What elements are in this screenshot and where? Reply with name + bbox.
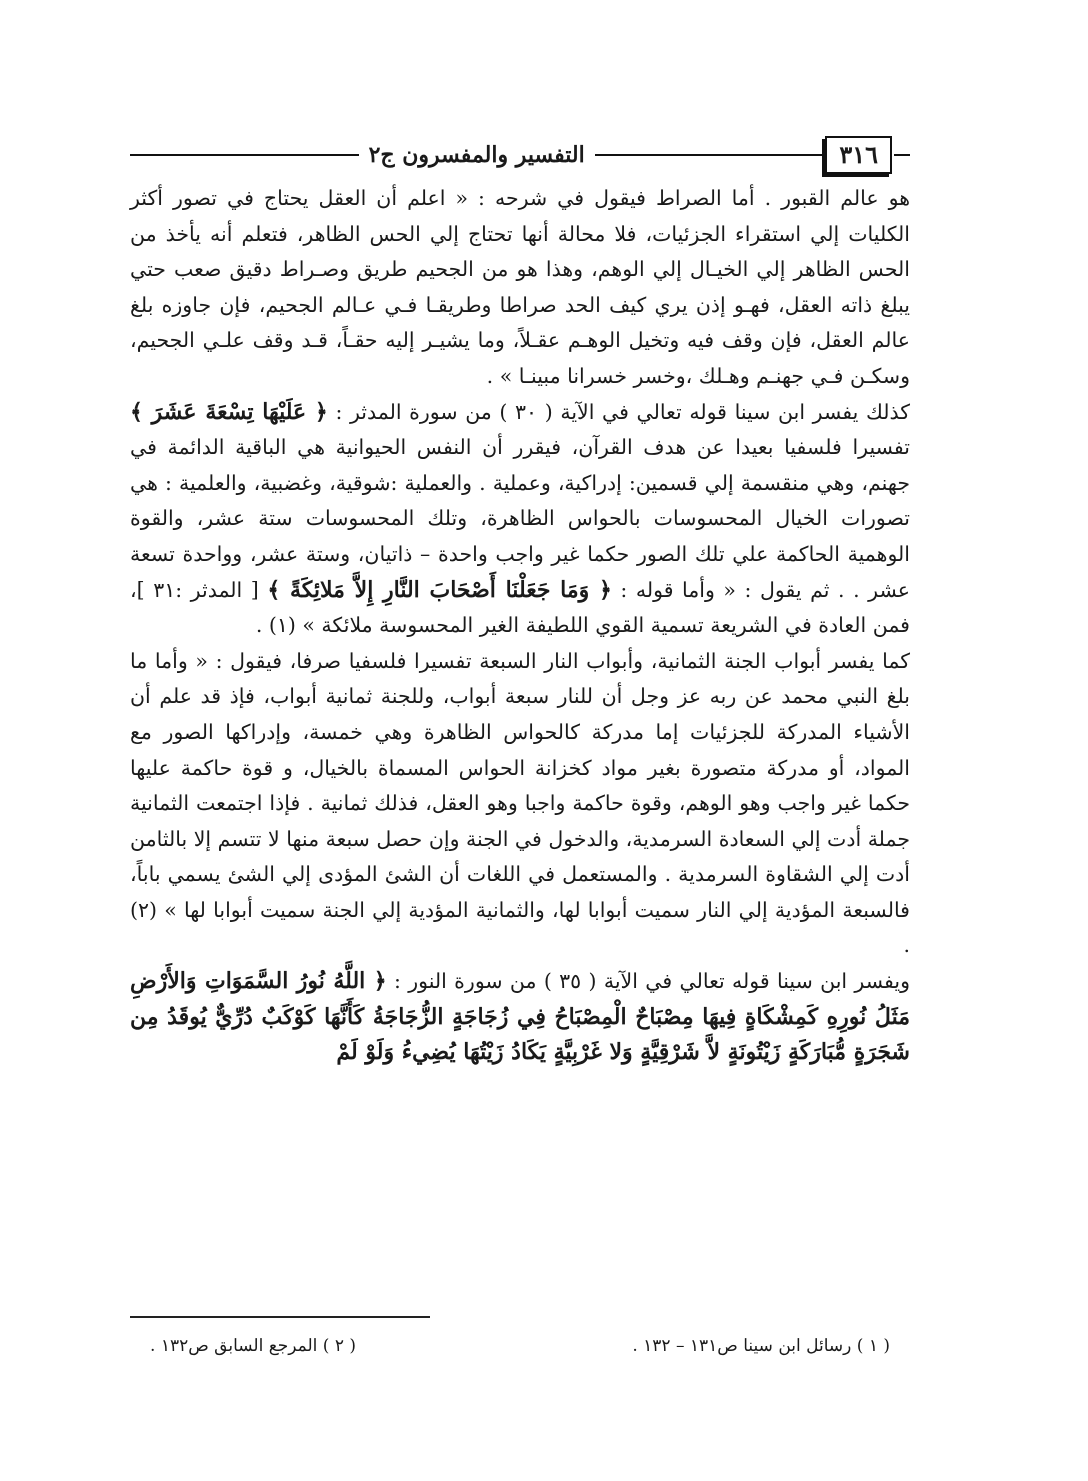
paragraph: [130, 644, 910, 964]
paragraph-text: تفسيرا فلسفيا بعيدا عن هدف القرآن، فيقرر أن النفس الحيوانية هي الباقية الدائمة في جهنم، وهي منقسمة إلي قسمين: إدراكية، وعملية . والعملية :شوقية، وغضبية، والعلمية : هي تصورات الخيال المحسوسات بالحواس الظاهرة، وتلك المحسوسات ستة عشر، والقوة الوهمية الحاكمة علي تلك الصور حكما غير واجب واحدة – ذاتيان، وستة عشر، وواحدة تسعة عشر . . ثم يقول : « وأما قوله :: [130, 435, 911, 602]
footnote-1: ( ١ ) رسائل ابن سينا ص١٣١ – ١٣٢ .: [632, 1336, 890, 1356]
paragraph-text: كما يفسر أبواب الجنة الثمانية، وأبواب النار السبعة تفسيرا فلسفيا صرفا، فيقول : « وأما ما بلغ النبي محمد عن ربه عز وجل أن للنار سبعة أبواب، وللجنة ثمانية أبواب، فإذ قد علم أن الأشياء المدركة للجزئيات إما مدركة كالحواس الظاهرة وهي خمسة، وإدراكها الصور مع المواد، أو مدركة متصورة بغير مواد كخزانة الحواس المسماة بالخيال، و قوة حاكمة عليها حكما غير واجب وهو الوهم، وقوة حاكمة واجبا وهو العقل، فذلك ثمانية . فإذا اجتمعت الثمانية جملة أدت إلي السعادة السرمدية، والدخول في الجنة وإن حصل سبعة منها لا تتسم إلا بالثامن أدت إلي الشقاوة السرمدية . والمستعمل في اللغات أن الشئ المؤدى إلي الشئ يسمي باباً، فالسبعة المؤدية إلي النار سميت أبوابا لها، والثمانية المؤدية إلي الجنة سميت أبوابا لها » (٢) .: [130, 648, 910, 958]
footnote-spacer: [356, 1332, 632, 1360]
footnote-2: ( ٢ ) المرجع السابق ص١٣٢ .: [150, 1336, 357, 1356]
page: [130, 135, 910, 1071]
quran-verse: ﴿ وَمَا جَعَلْنَا أَصْحَابَ النَّارِ إِلاَّ مَلائِكَةً ﴾: [267, 576, 612, 603]
header-rule-right: [894, 154, 910, 156]
body-text: [130, 181, 910, 1071]
page-header: [130, 135, 910, 175]
book-title: التفسير والمفسرون ج٢: [368, 142, 585, 168]
quran-verse: ﴿ اللَّهُ نُورُ السَّمَوَاتِ وَالأَرْضِ مَثَلُ نُورِهِ كَمِشْكَاةٍ فِيهَا مِصْبَاحٌ الْمِصْبَاحُ فِي زُجَاجَةٍ الزُّجَاجَةُ كَأَنَّهَا كَوْكَبٌ دُرِّيٌّ يُوقَدُ مِن شَجَرَةٍ مُّبَارَكَةٍ زَيْتُونَةٍ لاَّ شَرْقِيَّةٍ وَلا غَرْبِيَّةٍ يَكَادُ زَيْتُهَا يُضِيءُ وَلَوْ لَمْ: [130, 968, 910, 1066]
paragraph-text: هو عالم القبور . أما الصراط فيقول في شرحه : « اعلم أن العقل يحتاج في تصور أكثر الكليات إلي استقراء الجزئيات، فلا محالة أنها تحتاج إلي الحس الظاهر، فتعلم أنه يأخذ من الحس الظاهر إلي الخيـال إلي الوهم، وهذا هو من الجحيم طريق وصـراط دقيق صعب حتي يبلغ ذاته العقل، فهـو إذن يري كيف الحد صراطا وطريقـا فـي عـالم الجحيم، فإن جاوزه بلغ عالم العقل، فإن وقف فيه وتخيل الوهـم عقـلاً، وما يشيـر إليه حقـاً، قـد وقف علـي الجحيم، وسكـن فـي جهنـم وهـلك ،وخسر خسرانا مبينـا » .: [130, 186, 910, 388]
footnote-divider: [130, 1316, 430, 1318]
paragraph: [130, 395, 910, 644]
page-number: ٣١٦: [825, 136, 892, 174]
paragraph: [130, 964, 910, 1071]
header-rule-middle: [595, 154, 824, 156]
footnotes: [150, 1332, 890, 1360]
paragraph: [130, 181, 910, 395]
paragraph-text: [ المدثر :٣١ ]، فمن العادة في الشريعة تسمية القوي اللطيفة الغير المحسوسة ملائكة » (١) .: [130, 577, 910, 638]
paragraph-text: كذلك يفسر ابن سينا قوله تعالي في الآية ( ٣٠ ) من سورة المدثر :: [327, 399, 911, 424]
header-rule-left: [130, 154, 359, 156]
quran-verse: ﴿ عَلَيْهَا تِسْعَةَ عَشَرَ ﴾: [130, 398, 328, 425]
paragraph-text: ويفسر ابن سينا قوله تعالي في الآية ( ٣٥ ) من سورة النور :: [386, 969, 910, 994]
